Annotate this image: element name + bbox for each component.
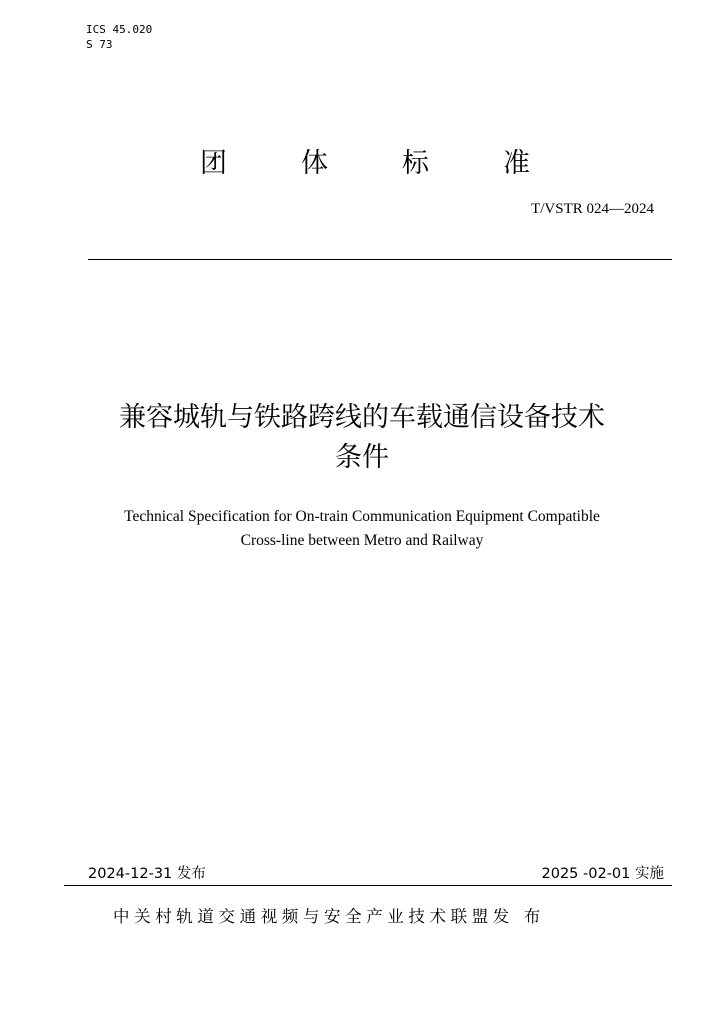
chinese-title-line: 条件	[335, 442, 389, 473]
top-divider	[88, 259, 672, 260]
english-title	[0, 505, 724, 553]
implementation-date: 2025 -02-01 实施	[541, 866, 664, 882]
standard-type-char: 标	[402, 148, 429, 179]
chinese-title-line: 兼容城轨与铁路跨线的车载通信设备技术	[119, 402, 605, 433]
english-title-line: Cross-line between Metro and Railway	[240, 532, 484, 549]
chinese-title	[0, 398, 724, 478]
bottom-divider	[64, 885, 672, 886]
standard-type-char: 准	[503, 148, 530, 179]
issue-date: 2024-12-31 发布	[88, 866, 206, 882]
ics-code: ICS 45.020	[86, 23, 153, 36]
standard-type-char: 体	[301, 148, 328, 179]
publisher: 中关村轨道交通视频与安全产业技术联盟发 布	[113, 907, 545, 926]
english-title-line: Technical Specification for On-train Communication Equipment Compatible	[124, 508, 600, 525]
standard-type-char: 团	[200, 148, 227, 179]
standard-number: T/VSTR 024—2024	[531, 201, 654, 217]
classification-codes	[86, 22, 152, 52]
standard-type-heading	[200, 146, 530, 182]
ccs-code: S 73	[86, 38, 113, 51]
